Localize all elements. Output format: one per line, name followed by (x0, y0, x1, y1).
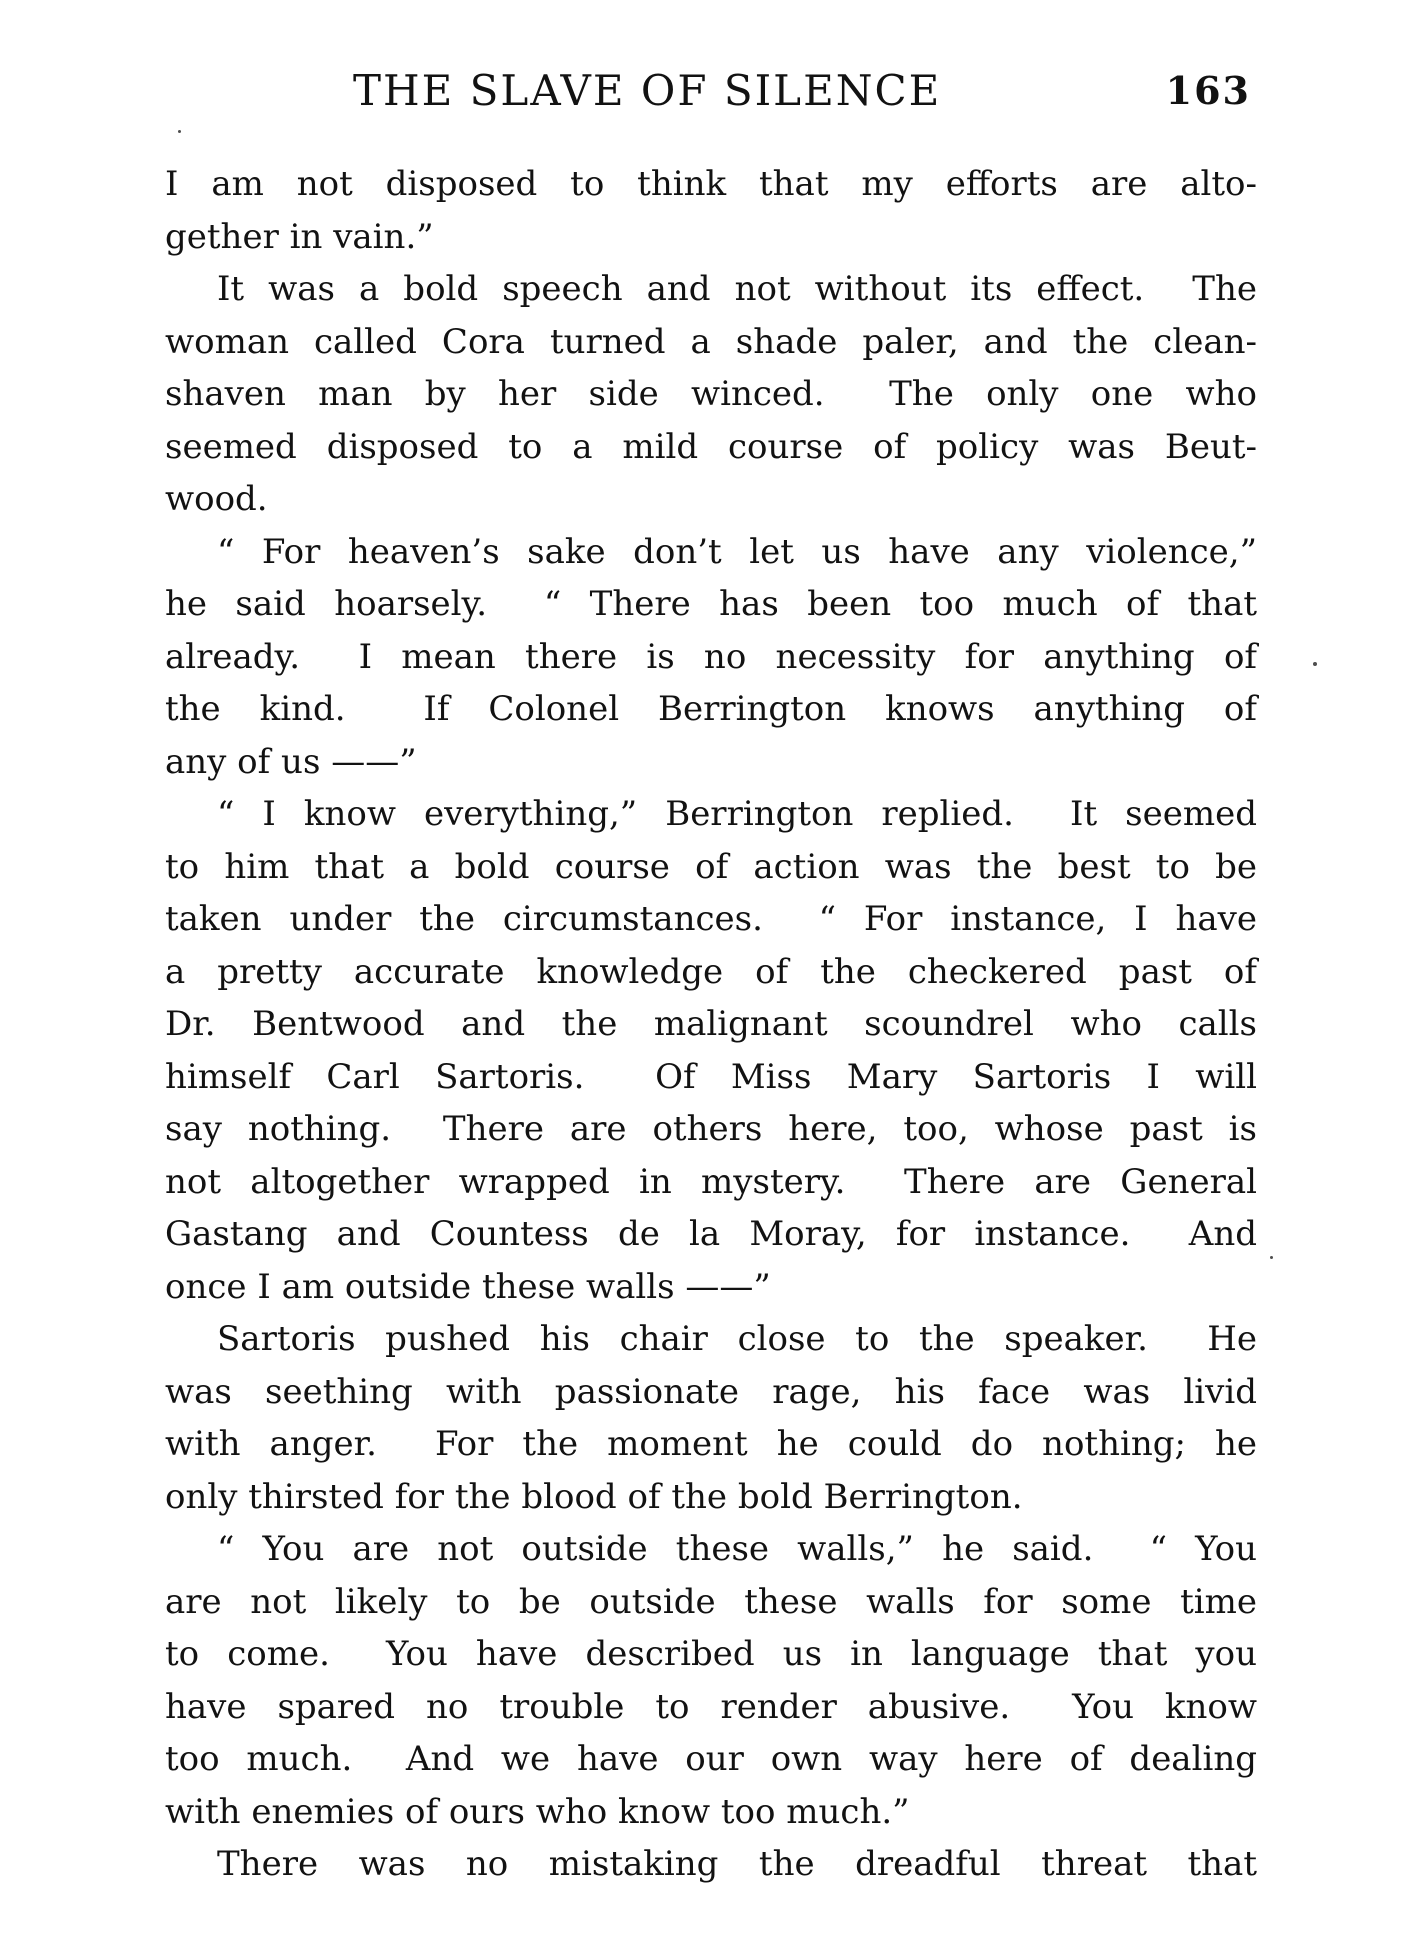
text-line: himself Carl Sartoris. Of Miss Mary Sartoris I will (165, 1056, 1257, 1097)
text-line: shaven man by her side winced. The only one who (165, 374, 1257, 414)
text-line: “ For heaven’s sake don’t let us have any violence,” (217, 531, 1257, 572)
text-line: already. I mean there is no necessity for anything of (165, 636, 1257, 677)
text-line: It was a bold speech and not without its effect. The (217, 269, 1257, 309)
text-line: Gastang and Countess de la Moray, for instance. And (165, 1214, 1257, 1254)
text-line: wood. (165, 479, 268, 519)
text-line: say nothing. There are others here, too, whose past is (165, 1109, 1257, 1149)
text-line: too much. And we have our own way here of dealing (165, 1739, 1257, 1779)
text-line: a pretty accurate knowledge of the checkered past of (165, 951, 1257, 992)
text-line: to him that a bold course of action was the best to be (165, 846, 1257, 887)
text-line: only thirsted for the blood of the bold Berrington. (165, 1476, 1023, 1517)
text-line: once I am outside these walls ——” (165, 1266, 771, 1307)
text-line: with enemies of ours who know too much.” (165, 1791, 910, 1832)
text-line: “ You are not outside these walls,” he said. “ You (217, 1529, 1257, 1569)
body-text (165, 158, 1257, 1891)
text-line: Sartoris pushed his chair close to the speaker. He (217, 1319, 1257, 1359)
scan-speck (1313, 662, 1317, 666)
scan-speck (178, 130, 181, 133)
text-line: he said hoarsely. “ There has been too much of that (165, 584, 1257, 624)
text-line: woman called Cora turned a shade paler, and the clean- (165, 321, 1257, 362)
text-line: gether in vain.” (165, 216, 434, 257)
scan-speck (1270, 1256, 1273, 1259)
text-line: are not likely to be outside these walls for some time (165, 1581, 1257, 1622)
text-line: not altogether wrapped in mystery. There are General (165, 1161, 1257, 1202)
text-line: any of us ——” (165, 741, 417, 782)
text-line: I am not disposed to think that my efforts are alto- (165, 164, 1257, 204)
text-line: There was no mistaking the dreadful threat that (217, 1844, 1257, 1884)
text-line: “ I know everything,” Berrington replied. It seemed (217, 794, 1257, 834)
text-line: taken under the circumstances. “ For instance, I have (165, 899, 1257, 939)
text-line: Dr. Bentwood and the malignant scoundrel who calls (165, 1004, 1257, 1044)
text-line: seemed disposed to a mild course of policy was Beut- (165, 426, 1257, 467)
text-line: the kind. If Colonel Berrington knows anything of (165, 689, 1257, 729)
running-title: THE SLAVE OF SILENCE (353, 66, 942, 115)
text-line: with anger. For the moment he could do nothing; he (165, 1424, 1257, 1464)
text-line: have spared no trouble to render abusive. You know (165, 1686, 1257, 1727)
text-line: to come. You have described us in language that you (165, 1634, 1257, 1674)
page-header (165, 66, 1257, 120)
page-number: 163 (1165, 68, 1251, 113)
text-line: was seething with passionate rage, his face was livid (165, 1371, 1257, 1412)
